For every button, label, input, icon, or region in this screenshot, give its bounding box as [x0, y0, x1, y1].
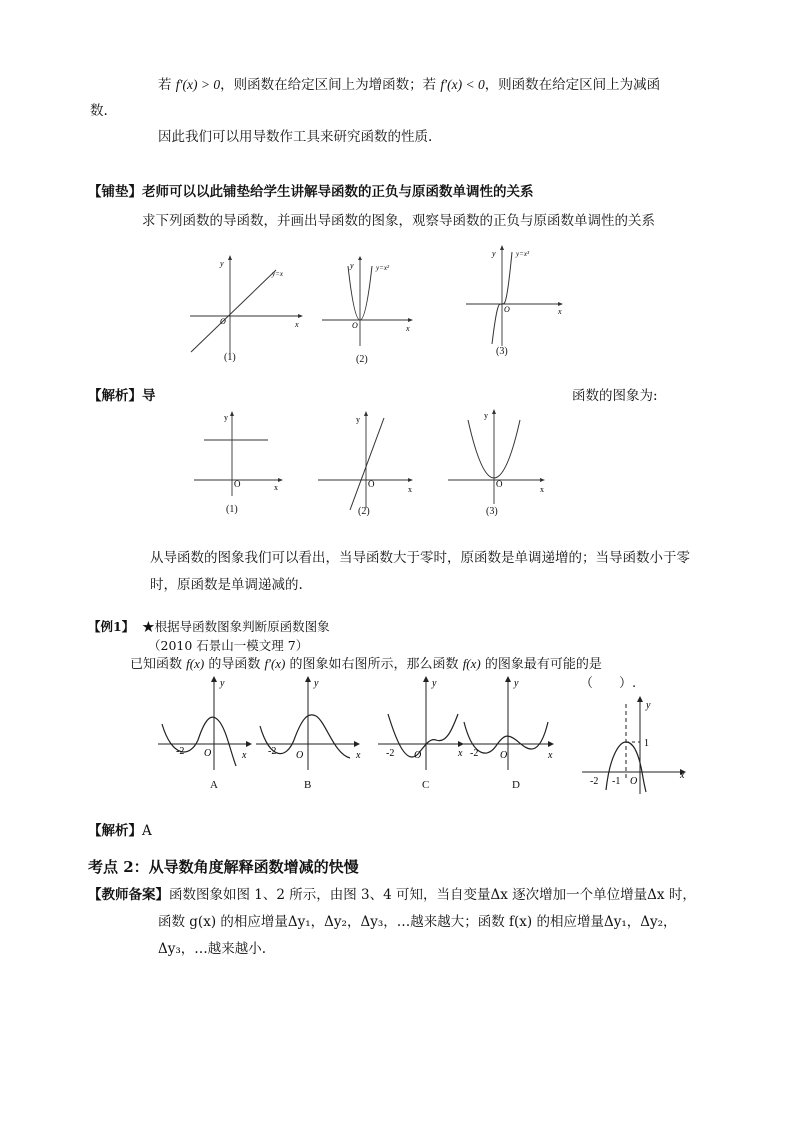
svg-text:y: y [492, 249, 496, 258]
svg-text:y: y [350, 261, 354, 270]
svg-text:y=x²: y=x² [376, 264, 390, 272]
svg-text:O: O [500, 750, 508, 761]
example-1-question: 已知函数 f(x) 的导函数 f′(x) 的图象如右图所示，那么函数 f(x) 的图象最有可能的是 [130, 656, 602, 672]
svg-text:x: x [558, 307, 562, 316]
svg-text:O: O [496, 479, 503, 489]
conclusion-line-2: 时，原函数是单调递减的. [150, 577, 303, 593]
derivative-given-graph [582, 694, 692, 794]
svg-text:-2: -2 [176, 746, 185, 757]
svg-text:x: x [408, 485, 412, 494]
svg-text:x: x [295, 320, 299, 329]
svg-text:O: O [414, 750, 422, 761]
kaodian-2-title: 考点 2：从导数角度解释函数增减的快慢 [88, 858, 359, 876]
jiexi-1-tail: 函数的图象为: [572, 388, 658, 404]
graph-y-equals-x [186, 252, 306, 367]
paragraph-derivative-sign: 若 f′(x) > 0，则函数在给定区间上为增函数；若 f′(x) < 0，则函数在给定区间上为减函 [158, 77, 661, 93]
svg-text:O: O [504, 305, 510, 314]
graph-mid-caption-2: (2) [358, 506, 370, 517]
graph-y-equals-x-squared [320, 256, 420, 356]
svg-text:y: y [432, 678, 437, 689]
svg-text:y: y [314, 678, 319, 689]
graph-derivative-parabola [448, 406, 553, 506]
graph-derivative-constant [194, 408, 294, 498]
option-d-graph [462, 674, 562, 774]
svg-text:y: y [220, 678, 225, 689]
example-1-answer-blank: （ ）. [580, 676, 637, 691]
graph-derivative-linear [318, 408, 418, 513]
svg-text:x: x [356, 750, 361, 761]
paragraph-tool: 因此我们可以用导数作工具来研究函数的性质. [158, 129, 433, 145]
svg-text:O: O [296, 750, 304, 761]
graph-top-caption-1: (1) [224, 352, 236, 363]
svg-text:O: O [630, 776, 638, 787]
svg-text:y=x: y=x [272, 270, 283, 278]
svg-text:x: x [680, 770, 685, 781]
paragraph-continuation: 数. [90, 103, 108, 119]
graph-mid-caption-1: (1) [226, 504, 238, 515]
svg-text:x: x [540, 485, 544, 494]
svg-text:-2: -2 [590, 776, 599, 787]
svg-text:-2: -2 [268, 746, 277, 757]
math-fprime-positive: f′(x) > 0 [175, 77, 221, 92]
svg-text:y=x³: y=x³ [516, 250, 530, 258]
svg-text:x: x [406, 324, 410, 333]
graph-top-caption-3: (3) [496, 346, 508, 357]
graph-top-caption-2: (2) [356, 354, 368, 365]
svg-text:x: x [274, 483, 278, 492]
option-b-label: B [304, 779, 312, 791]
option-d-label: D [512, 779, 520, 791]
example-1-source: （2010 石景山一模文理 7） [148, 638, 309, 653]
pudian-text: 求下列函数的导函数，并画出导函数的图象，观察导函数的正负与原函数单调性的关系 [142, 213, 655, 229]
svg-text:-2: -2 [470, 748, 479, 759]
teacher-note-line-3: Δy₃，…越来越小. [158, 941, 267, 957]
option-a-graph [158, 674, 258, 774]
option-c-graph [378, 674, 468, 774]
conclusion-line-1: 从导函数的图象我们可以看出，当导函数大于零时，原函数是单调递增的；当导函数小于零 [150, 550, 690, 566]
pudian-heading: 【铺垫】老师可以以此铺垫给学生讲解导函数的正负与原函数单调性的关系 [88, 184, 534, 200]
svg-text:O: O [352, 321, 358, 330]
teacher-note-line-1: 【教师备案】函数图象如图 1、2 所示，由图 3、4 可知，当自变量Δx 逐次增加一个单位增量Δx 时， [88, 887, 696, 903]
svg-text:-1: -1 [612, 776, 621, 787]
svg-text:y: y [646, 700, 651, 711]
option-a-label: A [210, 779, 218, 791]
svg-text:y: y [224, 413, 228, 422]
svg-text:x: x [242, 750, 247, 761]
svg-text:x: x [548, 750, 553, 761]
option-c-label: C [422, 779, 430, 791]
svg-text:x: x [458, 748, 463, 759]
example-1-answer: 【解析】A [88, 823, 152, 839]
graph-mid-caption-3: (3) [486, 506, 498, 517]
math-fprime-negative: f′(x) < 0 [440, 77, 485, 92]
svg-text:y: y [514, 678, 519, 689]
example-1-heading: 【例1】 ★根据导函数图象判断原函数图象 [88, 619, 330, 634]
svg-text:O: O [204, 748, 212, 759]
svg-text:-2: -2 [386, 748, 395, 759]
svg-text:1: 1 [644, 738, 649, 749]
svg-text:y: y [484, 411, 488, 420]
jiexi-1-tag: 【解析】导 [88, 388, 156, 404]
graph-y-equals-x-cubed [462, 244, 572, 349]
teacher-note-line-2: 函数 g(x) 的相应增量Δy₁，Δy₂，Δy₃，…越来越大；函数 f(x) 的相应增量Δy₁，Δy₂， [158, 914, 677, 930]
svg-text:y: y [356, 415, 360, 424]
svg-text:y: y [220, 259, 224, 268]
svg-text:O: O [368, 479, 375, 489]
svg-text:O: O [234, 479, 241, 489]
svg-text:O: O [220, 317, 226, 326]
option-b-graph [256, 674, 366, 774]
